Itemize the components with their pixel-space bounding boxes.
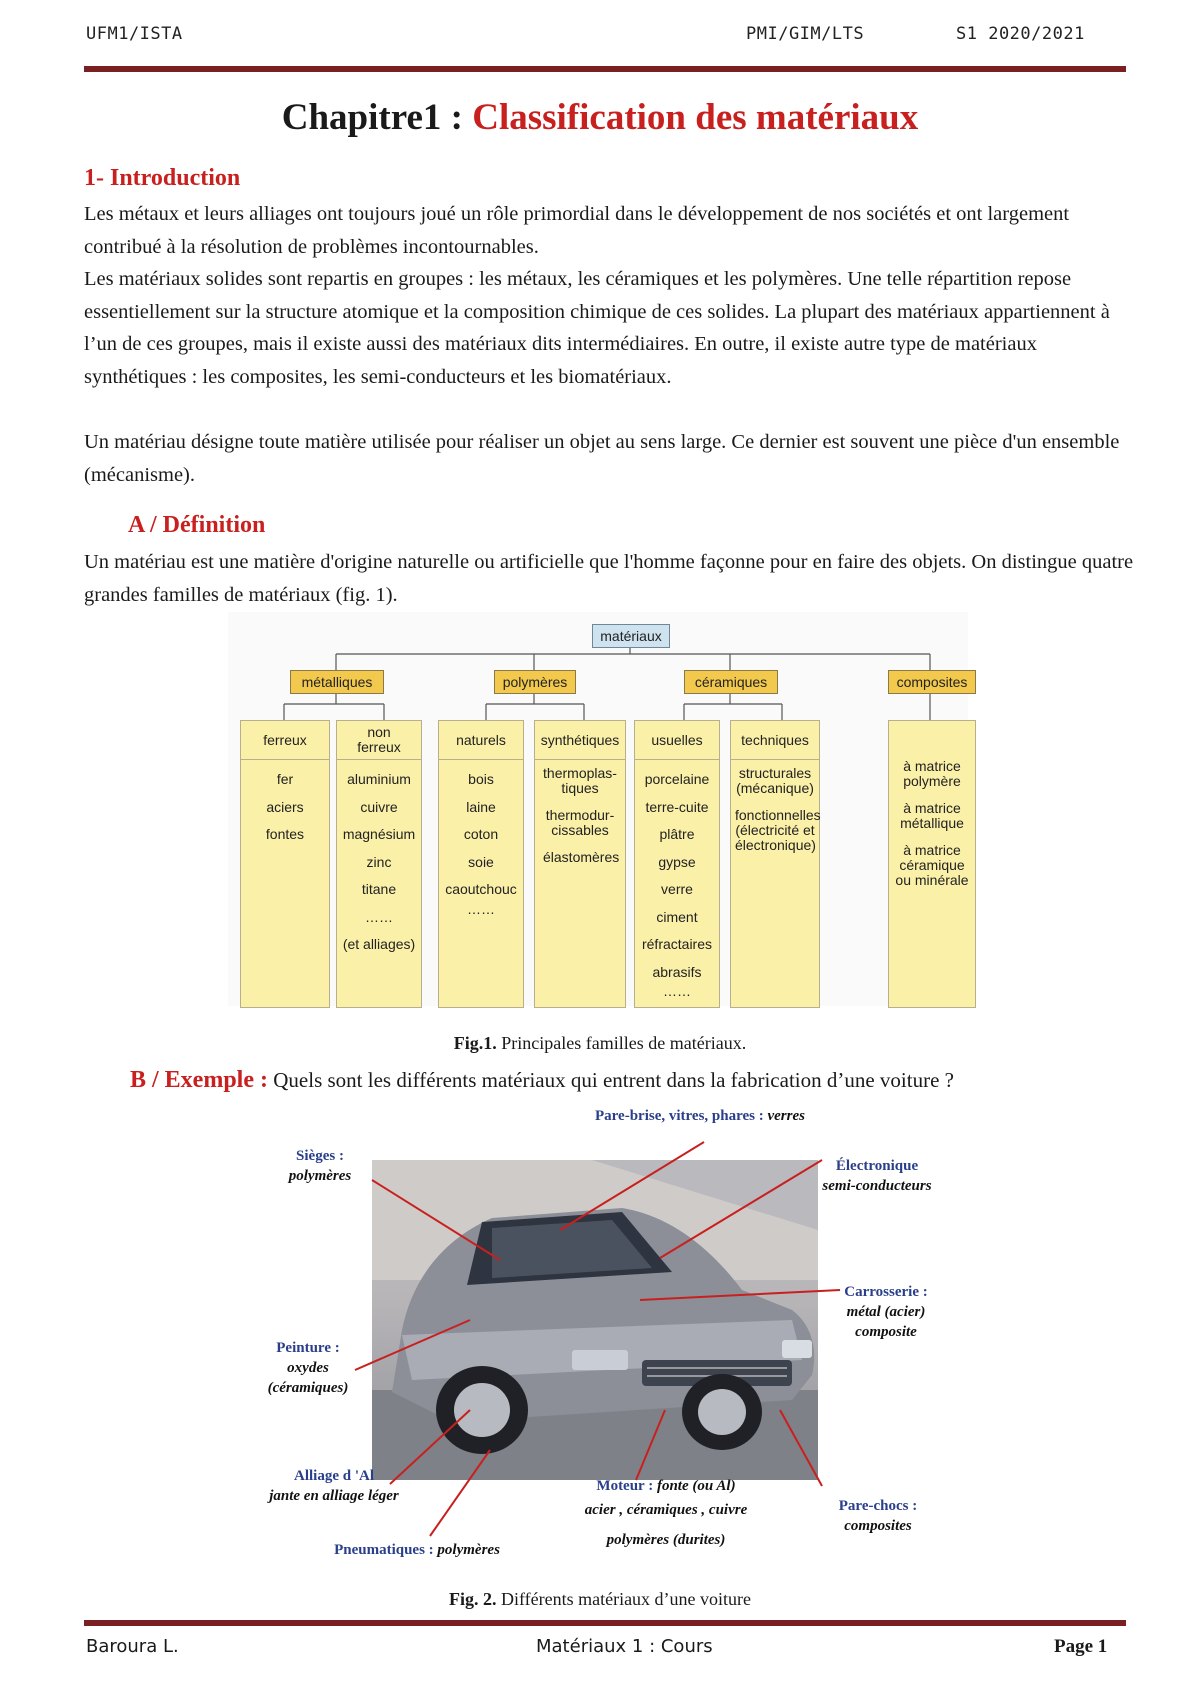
item-gypse: gypse: [658, 853, 696, 870]
header-program: PMI/GIM/LTS: [746, 24, 865, 44]
item-cuivre: cuivre: [360, 798, 398, 815]
car-illustration: [372, 1160, 818, 1480]
item-thermoplastiques: thermoplas-tiques: [543, 765, 617, 796]
footer-rule: [84, 1620, 1126, 1626]
label-pneumatiques-value: polymères: [437, 1542, 500, 1558]
label-sieges-name: Sièges :: [296, 1148, 344, 1164]
label-parechocs-value: composites: [844, 1518, 912, 1534]
label-electronique: [812, 1156, 942, 1196]
item-soie: soie: [468, 853, 494, 870]
label-peinture-name: Peinture :: [276, 1340, 340, 1356]
item-coton: coton: [463, 826, 499, 842]
intro-paragraph-1: Les métaux et leurs alliages ont toujours joué un rôle primordial dans le développement de nos sociétés et ont largement contribué à la résolution de problèmes incontournables.: [84, 203, 1070, 258]
label-alliage: [244, 1466, 424, 1506]
figure-2-label: Fig. 2.: [448, 1589, 497, 1609]
item-porcelaine: porcelaine: [644, 771, 710, 787]
column-head-naturels: naturels: [439, 721, 523, 760]
header-rule: [84, 66, 1126, 72]
definition-text: Un matériau est une matière d'origine naturelle ou artificielle que l'homme façonne pour en faire des objets. On distingue quatre grandes familles de matériaux (fig. 1).: [84, 551, 1134, 606]
label-alliage-name: Alliage d 'Al: [293, 1468, 374, 1484]
header-semester: S1 2020/2021: [956, 24, 1085, 44]
column-head-composites: [889, 721, 975, 759]
item-ellipsis: ……: [467, 900, 495, 917]
label-pneumatiques: [312, 1540, 522, 1560]
label-carrosserie-value: métal (acier): [846, 1304, 926, 1320]
column-head-non-ferreux: non ferreux: [337, 721, 421, 760]
category-metalliques: métalliques: [290, 670, 384, 694]
label-peinture-value: oxydes: [287, 1360, 329, 1376]
label-moteur-name: Moteur :: [596, 1478, 654, 1494]
column-head-ferreux: ferreux: [241, 721, 329, 760]
footer-author: Baroura L.: [86, 1636, 179, 1657]
label-carrosserie-name: Carrosserie :: [844, 1284, 928, 1300]
label-carrosserie: [826, 1282, 946, 1342]
item-ciment: ciment: [656, 908, 698, 925]
item-verre: verre: [661, 881, 693, 897]
item-thermodurcissables: thermodur-cissables: [545, 807, 615, 838]
label-parebrise-value: verres: [767, 1108, 805, 1124]
example-line: [130, 1067, 954, 1094]
item-matrice-ceramique: à matrice céramique ou minérale: [895, 842, 969, 888]
item-aciers: aciers: [266, 798, 304, 815]
label-parebrise-name: Pare-brise, vitres, phares :: [595, 1108, 764, 1124]
footer-course: Matériaux 1 : Cours: [536, 1636, 713, 1657]
intro-heading: 1- Introduction: [84, 165, 241, 191]
item-caoutchouc: caoutchouc: [445, 881, 517, 897]
category-polymeres: polymères: [494, 670, 576, 694]
item-ellipsis: ……: [663, 983, 691, 999]
item-et-alliages: (et alliages): [342, 936, 416, 952]
label-moteur: [556, 1476, 776, 1550]
title-main: Classification des matériaux: [472, 97, 919, 138]
category-composites: composites: [888, 670, 976, 694]
column-head-techniques: techniques: [731, 721, 819, 760]
item-terre-cuite: terre-cuite: [645, 798, 709, 815]
label-sieges: [268, 1146, 372, 1186]
figure-2-caption: [0, 1589, 1200, 1610]
label-parechocs-name: Pare-chocs :: [838, 1498, 918, 1514]
intro-paragraph-3: Un matériau désigne toute matière utilisée pour réaliser un objet au sens large. Ce dernier est souvent une pièce d'un ensemble (mécanisme).: [84, 431, 1120, 486]
page-title: [0, 96, 1200, 139]
diagram-root-materiaux: matériaux: [592, 624, 670, 648]
item-ellipsis: ……: [365, 908, 393, 925]
item-structurales: structurales (mécanique): [736, 765, 814, 796]
example-question: Quels sont les différents matériaux qui entrent dans la fabrication d’une voiture ?: [268, 1068, 954, 1092]
label-moteur-value2: acier , céramiques , cuivre: [584, 1502, 748, 1518]
item-platre: plâtre: [659, 826, 695, 842]
label-peinture: [258, 1338, 358, 1398]
column-synthetiques: [534, 720, 626, 1008]
label-peinture-value2: (céramiques): [267, 1380, 349, 1396]
item-aluminium: aluminium: [347, 771, 411, 787]
label-electronique-name: Électronique: [835, 1158, 919, 1174]
column-usuelles: [634, 720, 720, 1008]
header-institution: UFM1/ISTA: [86, 24, 183, 44]
materials-classification-diagram: [228, 612, 968, 1006]
column-head-synthetiques: synthétiques: [535, 721, 625, 760]
figure-2-text: Différents matériaux d’une voiture: [496, 1589, 752, 1609]
title-prefix: Chapitre1 :: [281, 97, 473, 138]
figure-1-label: Fig.1.: [453, 1033, 497, 1053]
item-fonctionnelles: fonctionnelles (électricité et électronique): [735, 807, 821, 853]
intro-paragraph-2: Les matériaux solides sont repartis en groupes : les métaux, les céramiques et les polymères. Une telle répartition repose essentiellement sur la structure atomique et la composition chimique de ces solides. La plupart des matériaux appartiennent à l’un de ces groupes, mais il existe aussi des matériaux dits intermédiaires. En outre, il existe autre type de matériaux synthétiques : les composites, les semi-conducteurs et les biomatériaux.: [84, 268, 1110, 388]
item-abrasifs: abrasifs: [652, 963, 702, 980]
item-zinc: zinc: [366, 853, 392, 870]
item-fer: fer: [276, 771, 294, 787]
column-head-usuelles: usuelles: [635, 721, 719, 760]
label-carrosserie-value2: composite: [855, 1324, 917, 1340]
category-ceramiques: céramiques: [684, 670, 778, 694]
car-photo: [372, 1160, 818, 1480]
item-refractaires: réfractaires: [641, 936, 713, 952]
column-ferreux: [240, 720, 330, 1008]
item-matrice-polymere: à matrice polymère: [903, 758, 961, 789]
label-parechocs: [818, 1496, 938, 1536]
label-pneumatiques-name: Pneumatiques :: [334, 1542, 434, 1558]
column-naturels: [438, 720, 524, 1008]
item-magnesium: magnésium: [342, 826, 416, 842]
item-titane: titane: [361, 881, 397, 897]
column-techniques: [730, 720, 820, 1008]
definition-heading: A / Définition: [128, 512, 266, 538]
item-fontes: fontes: [265, 826, 305, 842]
label-electronique-value: semi-conducteurs: [822, 1178, 932, 1194]
label-alliage-value: jante en alliage léger: [269, 1488, 399, 1504]
figure-1-caption: [0, 1033, 1200, 1054]
label-parebrise: [540, 1106, 860, 1126]
figure-1-text: Principales familles de matériaux.: [496, 1033, 747, 1053]
label-moteur-value3: polymères (durites): [606, 1532, 726, 1548]
label-sieges-value: polymères: [288, 1168, 352, 1184]
column-composites: [888, 720, 976, 1008]
label-moteur-value: fonte (ou Al): [656, 1478, 736, 1494]
item-elastomeres: élastomères: [543, 849, 620, 865]
item-matrice-metallique: à matrice métallique: [900, 800, 964, 831]
column-non-ferreux: [336, 720, 422, 1008]
item-laine: laine: [466, 798, 496, 815]
example-heading: B / Exemple :: [130, 1067, 268, 1093]
footer-page-number: Page 1: [1054, 1636, 1108, 1657]
item-bois: bois: [468, 771, 494, 787]
